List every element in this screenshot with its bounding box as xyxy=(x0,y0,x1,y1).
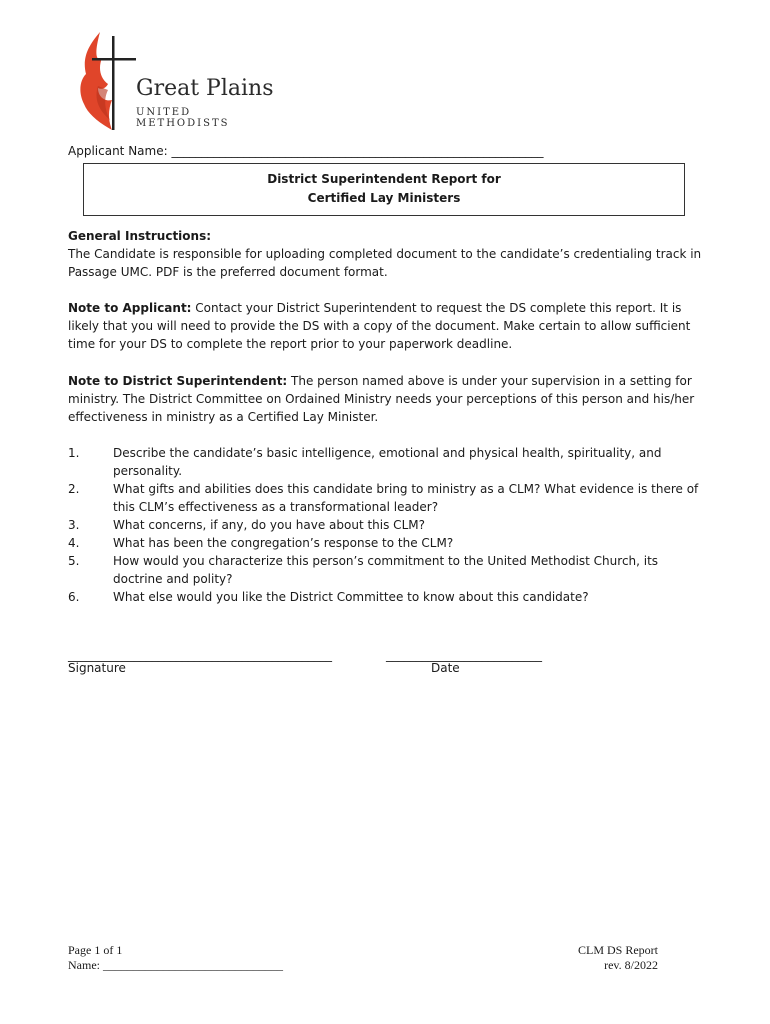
note-to-ds-label: Note to District Superintendent: xyxy=(68,374,288,388)
applicant-name-line: ______________________________________________________________ xyxy=(171,144,544,158)
list-item xyxy=(68,444,708,480)
question-number: 6. xyxy=(68,590,80,604)
cross-and-flame-icon xyxy=(78,28,138,132)
question-number: 2. xyxy=(68,482,80,496)
footer-right xyxy=(540,943,658,973)
question-number: 3. xyxy=(68,518,80,532)
question-text: What else would you like the District Committee to know about this candidate? xyxy=(113,590,589,604)
footer-revision: rev. 8/2022 xyxy=(604,958,658,972)
organization-logo xyxy=(78,28,278,132)
signature-line[interactable]: ____________________________________________ xyxy=(68,648,332,662)
report-title-line2: Certified Lay Ministers xyxy=(307,191,461,205)
signature-label: Signature xyxy=(68,661,126,675)
question-text: Describe the candidate’s basic intelligence, emotional and physical health, spirituality, and personality. xyxy=(113,446,662,478)
question-list xyxy=(68,444,708,606)
report-title-box xyxy=(83,163,685,216)
general-instructions xyxy=(68,227,703,281)
report-title-line1: District Superintendent Report for xyxy=(267,172,501,186)
question-text: What has been the congregation’s response to the CLM? xyxy=(113,536,454,550)
general-instructions-heading: General Instructions: xyxy=(68,229,212,243)
question-text: What concerns, if any, do you have about this CLM? xyxy=(113,518,425,532)
general-instructions-body: The Candidate is responsible for uploading completed document to the candidate’s credentialing track in Passage UMC. PDF is the preferred document format. xyxy=(68,247,702,279)
list-item xyxy=(68,588,708,606)
list-item xyxy=(68,480,708,516)
list-item xyxy=(68,552,708,588)
note-to-applicant-label: Note to Applicant: xyxy=(68,301,192,315)
date-label: Date xyxy=(431,661,460,675)
date-line[interactable]: __________________________ xyxy=(386,648,542,662)
page-number: Page 1 of 1 xyxy=(68,943,123,957)
applicant-name-field[interactable] xyxy=(68,144,543,158)
footer-name-field: Name: ______________________________ xyxy=(68,958,283,972)
question-text: What gifts and abilities does this candidate bring to ministry as a CLM? What evidence is there of this CLM’s effectiveness as a transformational leader? xyxy=(113,482,699,514)
question-number: 5. xyxy=(68,554,80,568)
footer-report-label: CLM DS Report xyxy=(577,943,658,957)
note-to-applicant-body: Contact your District Superintendent to request the DS complete this report. It is likely that you will need to provide the DS with a copy of the document. Make certain to allow sufficient time for your DS to complete the report prior to your paperwork deadline. xyxy=(68,301,691,351)
question-number: 4. xyxy=(68,536,80,550)
list-item xyxy=(68,534,708,552)
question-text: How would you characterize this person’s commitment to the United Methodist Church, its doctrine and polity? xyxy=(113,554,659,586)
footer-left xyxy=(68,943,283,973)
note-to-ds xyxy=(68,372,703,426)
logo-subtitle: UNITED METHODISTS xyxy=(136,107,230,129)
logo-title: Great Plains xyxy=(136,76,274,101)
question-number: 1. xyxy=(68,446,80,460)
note-to-ds-body: The person named above is under your supervision in a setting for ministry. The District Committee on Ordained Ministry needs your perceptions of this person and his/her effectiveness in ministry as a Certified Lay Minister. xyxy=(68,374,695,424)
applicant-name-label: Applicant Name: xyxy=(68,144,172,158)
list-item xyxy=(68,516,708,534)
note-to-applicant xyxy=(68,299,703,353)
